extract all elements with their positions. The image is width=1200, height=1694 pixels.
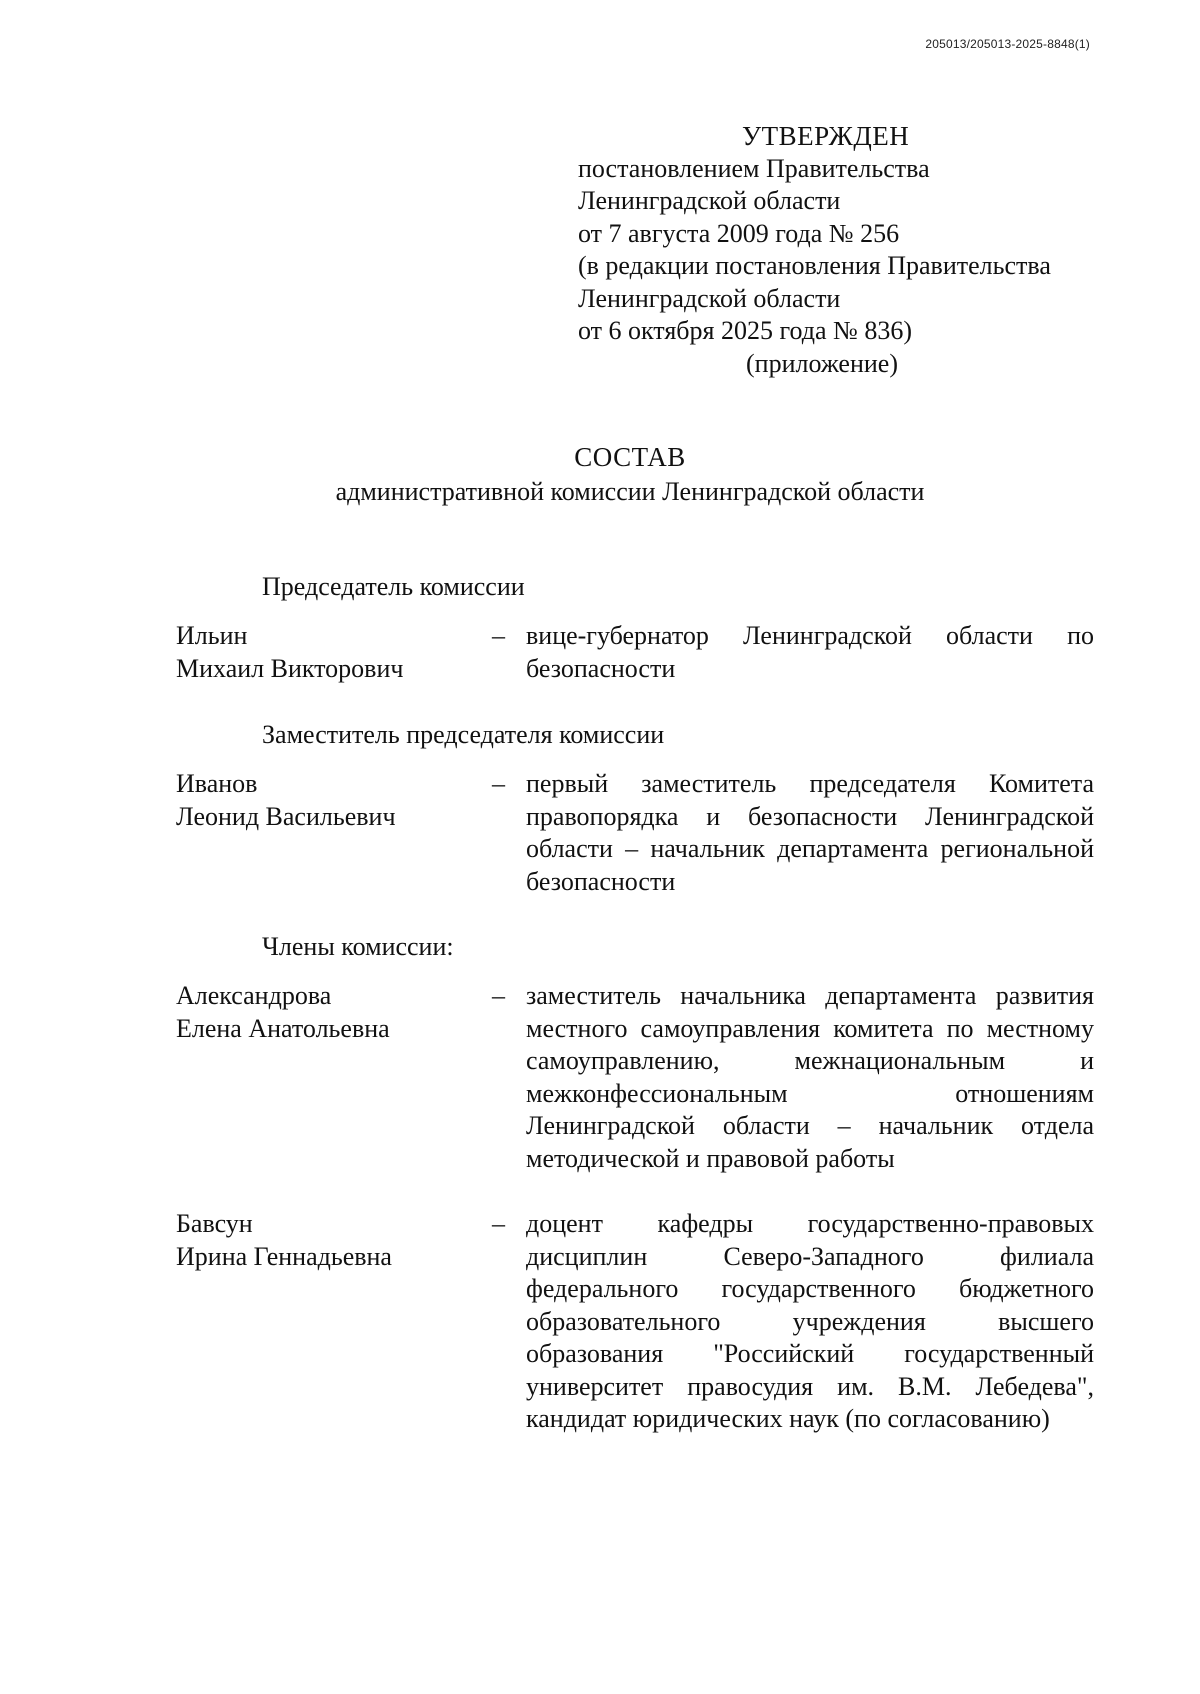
section-chair-title: Председатель комиссии <box>262 572 525 601</box>
approval-line: от 7 августа 2009 года № 256 <box>578 218 900 248</box>
dash-separator: – <box>492 1209 505 1238</box>
approval-line: Ленинградской области <box>578 186 841 215</box>
member-name <box>176 1208 476 1273</box>
member-name <box>176 768 476 833</box>
dash-separator: – <box>492 621 505 650</box>
dash-separator: – <box>492 981 505 1010</box>
approval-block <box>578 120 1118 380</box>
approval-line: (в редакции постановления Правительства <box>578 251 1051 280</box>
member-name <box>176 620 476 685</box>
member-given-name: Михаил Викторович <box>176 653 404 683</box>
approval-title: УТВЕРЖДЕН <box>742 121 910 151</box>
member-role: вице-губернатор Ленинградской области по безопасности <box>526 621 1094 683</box>
member-role: доцент кафедры государственно-правовых дисциплин Северо-Западного филиала федерального государственного бюджетного образовательного учреждения высшего образования "Российский государственный университет правосудия им. В.М. Лебедева", кандидат юридических наук (по согласованию) <box>526 1209 1094 1433</box>
document-subtitle: административной комиссии Ленинградской области <box>335 477 925 506</box>
dash-separator: – <box>492 769 505 798</box>
member-name <box>176 980 476 1045</box>
document-id: 205013/205013-2025-8848(1) <box>925 37 1090 51</box>
member-given-name: Ирина Геннадьевна <box>176 1241 392 1271</box>
approval-line: Ленинградской области <box>578 283 841 313</box>
approval-line: постановлением Правительства <box>578 153 930 183</box>
member-given-name: Елена Анатольевна <box>176 1013 390 1043</box>
member-surname: Иванов <box>176 769 258 798</box>
member-surname: Александрова <box>176 981 332 1010</box>
approval-line: от 6 октября 2025 года № 836) <box>578 316 912 345</box>
member-surname: Бавсун <box>176 1209 253 1238</box>
approval-annex: (приложение) <box>746 348 899 378</box>
section-members-title: Члены комиссии: <box>262 932 454 961</box>
member-given-name: Леонид Васильевич <box>176 801 396 831</box>
member-role: заместитель начальника департамента развития местного самоуправления комитета по местному самоуправлению, межнациональным и межконфессиональным отношениям Ленинградской области – начальник отдела методической и правовой работы <box>526 981 1094 1173</box>
section-deputy-title: Заместитель председателя комиссии <box>262 720 665 749</box>
member-surname: Ильин <box>176 621 248 650</box>
member-role: первый заместитель председателя Комитета правопорядка и безопасности Ленинградской области – начальник департамента региональной безопасности <box>526 769 1094 896</box>
document-title: СОСТАВ <box>574 442 686 472</box>
